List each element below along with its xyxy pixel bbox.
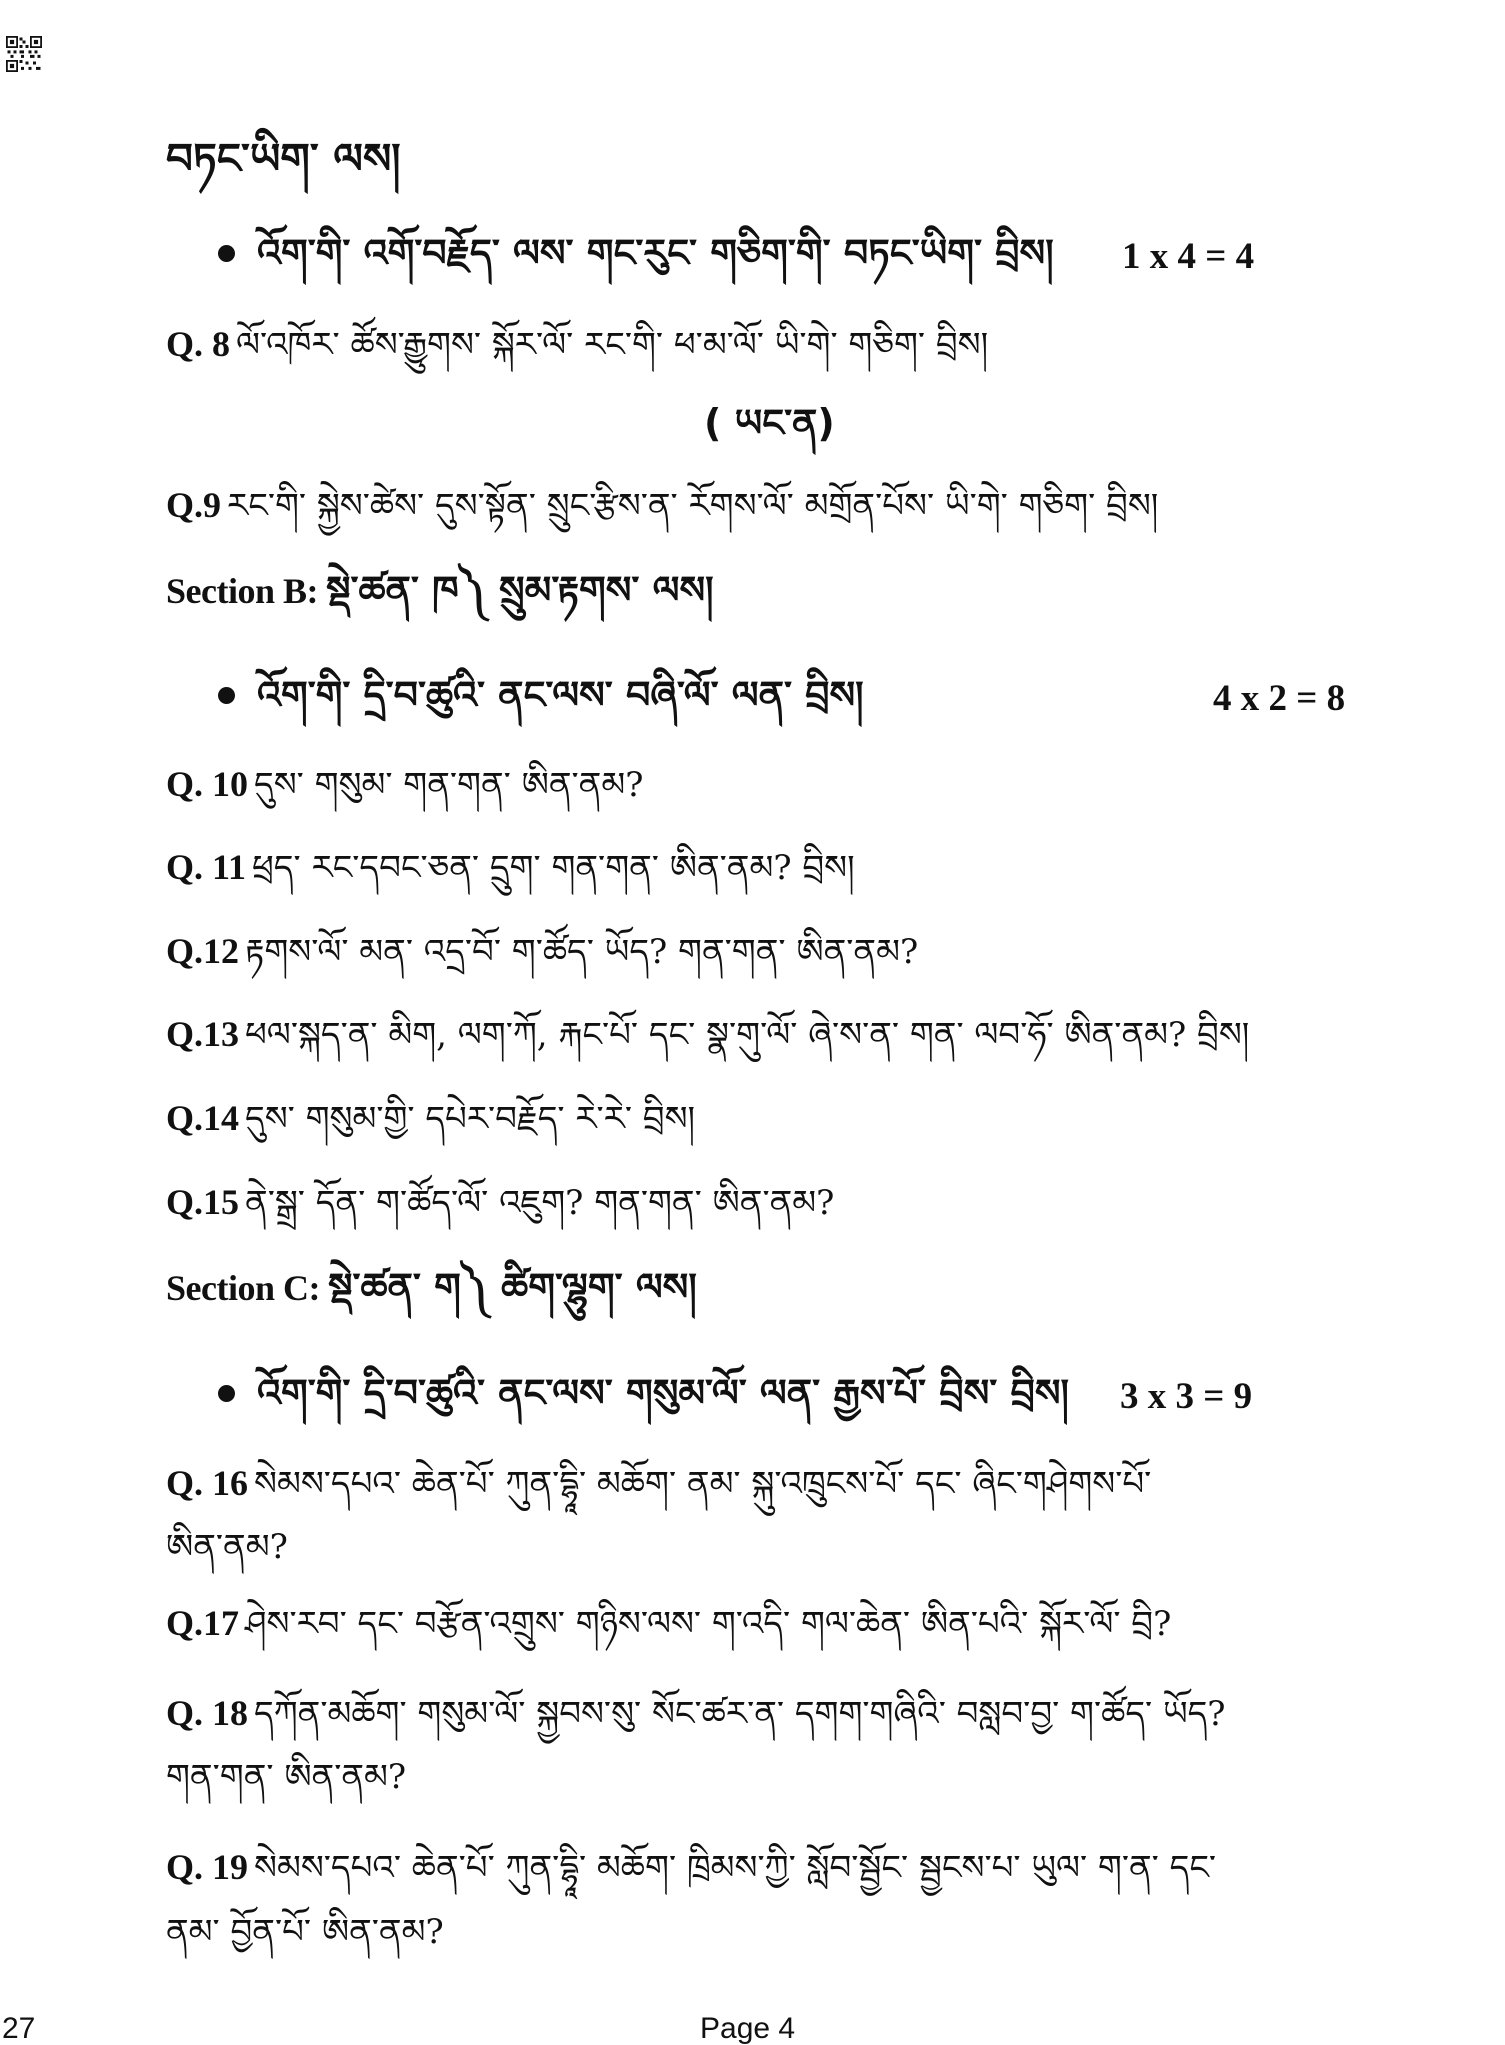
section-c-title: སྡེ་ཚན་ ག༽ ཚིག་ལྷུག་ ལས། bbox=[327, 1265, 697, 1309]
question-13 bbox=[166, 1014, 1250, 1055]
question-text: རང་གི་ སྐྱེས་ཚེས་ དུས་སྟོན་ སྲུང་རྩིས་ན་ རོགས་ལོ་ མགྲོན་པོས་ ཡི་གེ་ གཅིག་ བྲིས། bbox=[227, 486, 1159, 526]
question-number: Q. 11 bbox=[166, 847, 247, 887]
section-b-instruction: འོག་གི་ དྲི་བ་ཚུའི་ ནང་ལས་ བཞི་ལོ་ ལན་ བྲིས། bbox=[257, 673, 864, 717]
question-text: ལོ་འཁོར་ ཚོས་རྒྱུགས་ སྐོར་ལོ་ རང་གི་ ཕ་མ་ལོ་ ཡི་གེ་ གཅིག་ བྲིས། bbox=[236, 325, 989, 365]
bullet-icon bbox=[218, 245, 235, 262]
question-number: Q. 18 bbox=[166, 1693, 249, 1733]
question-12 bbox=[166, 931, 919, 972]
question-16-continued: ཨིན་ནམ? bbox=[166, 1527, 288, 1567]
page-number: Page 4 bbox=[700, 2012, 796, 2045]
bullet-icon bbox=[218, 1385, 235, 1402]
question-16 bbox=[166, 1463, 1152, 1504]
question-17 bbox=[166, 1603, 1172, 1644]
question-18 bbox=[166, 1693, 1226, 1734]
footer-code: 27 bbox=[2, 2012, 36, 2045]
question-number: Q.15 bbox=[166, 1182, 240, 1222]
section-a-instruction-row bbox=[218, 231, 1054, 275]
question-9 bbox=[166, 485, 1159, 526]
question-14 bbox=[166, 1098, 696, 1139]
question-number: Q.12 bbox=[166, 931, 240, 971]
question-8 bbox=[166, 324, 989, 365]
question-text: ནེ་སྒྲ་ དོན་ ག་ཚོད་ལོ་ འཇུག? གན་གན་ ཨིན་ནམ? bbox=[245, 1183, 835, 1223]
question-text: དུས་ གསུམ་ གན་གན་ ཨིན་ནམ? bbox=[254, 765, 644, 805]
question-number: Q. 16 bbox=[166, 1463, 249, 1503]
section-c-label: Section C: bbox=[166, 1268, 320, 1308]
question-number: Q. 19 bbox=[166, 1847, 249, 1887]
section-a-instruction: འོག་གི་ འགོ་བརྗོད་ ལས་ གང་རུང་ གཅིག་གི་ བཏང་ཡིག་ བྲིས། bbox=[257, 231, 1054, 275]
section-b-title: སྡེ་ཚན་ ཁ༽ སྲུམ་རྟགས་ ལས། bbox=[326, 568, 714, 612]
section-c-instruction: འོག་གི་ དྲི་བ་ཚུའི་ ནང་ལས་ གསུམ་ལོ་ ལན་ རྒྱས་པོ་ བྲིས་ བྲིས། bbox=[257, 1371, 1069, 1415]
question-number: Q.9 bbox=[166, 485, 222, 525]
question-number: Q. 8 bbox=[166, 324, 231, 364]
question-19 bbox=[166, 1847, 1217, 1888]
question-text: ཕལ་སྐད་ན་ མིག, ལག་ཀོ, རྐང་པོ་ དང་ སྣ་གུ་ལོ་ ཞེ་ས་ན་ གན་ ལབ་ཧོ་ ཨིན་ནམ? བྲིས། bbox=[245, 1015, 1250, 1055]
section-b-label: Section B: bbox=[166, 571, 318, 611]
section-b-heading bbox=[166, 570, 714, 612]
section-c-instruction-row bbox=[218, 1371, 1069, 1415]
question-number: Q.13 bbox=[166, 1014, 240, 1054]
section-b-marks: 4 x 2 = 8 bbox=[1213, 678, 1346, 719]
bullet-icon bbox=[218, 687, 235, 704]
question-text: དཀོན་མཆོག་ གསུམ་ལོ་ སྐྱབས་སུ་ སོང་ཚར་ན་ དགག་གཞིའི་ བསླབ་བྱ་ ག་ཚོད་ ཡོད? bbox=[254, 1694, 1226, 1734]
page-title: བཏང་ཡིག་ ལས། bbox=[166, 134, 401, 183]
question-text: ཕྲད་ རང་དབང་ཅན་ དྲུག་ གན་གན་ ཨིན་ནམ? བྲིས། bbox=[252, 848, 855, 888]
section-c-marks: 3 x 3 = 9 bbox=[1120, 1376, 1253, 1417]
question-18-continued: གན་གན་ ཨིན་ནམ? bbox=[166, 1757, 407, 1797]
question-text: རྟགས་ལོ་ མན་ འདྲ་བོ་ ག་ཚོད་ ཡོད? གན་གན་ ཨིན་ནམ? bbox=[245, 932, 919, 972]
question-text: ཤེས་རབ་ དང་ བརྩོན་འགྲུས་ གཉིས་ལས་ ག་འདི་ གལ་ཆེན་ ཨིན་པའི་ སྐོར་ལོ་ བྲི? bbox=[245, 1604, 1172, 1644]
question-11 bbox=[166, 847, 855, 888]
question-15 bbox=[166, 1182, 835, 1223]
qr-code-icon bbox=[6, 36, 42, 72]
question-text: སེམས་དཔའ་ ཆེན་པོ་ ཀུན་དྷཱི་ མཆོག་ ཁྲིམས་ཀྱི་ སློབ་སྦྱོང་ སྦྱངས་པ་ ཡུལ་ ག་ན་ དང་ bbox=[254, 1848, 1217, 1888]
question-number: Q. 10 bbox=[166, 764, 249, 804]
or-label: ( ཡང་ན) bbox=[704, 401, 835, 445]
question-10 bbox=[166, 764, 644, 805]
question-text: དུས་ གསུམ་གྱི་ དཔེར་བརྗོད་ རེ་རེ་ བྲིས། bbox=[245, 1099, 696, 1139]
question-19-continued: ནམ་ བྱོན་པོ་ ཨིན་ནམ? bbox=[166, 1912, 444, 1952]
section-a-marks: 1 x 4 = 4 bbox=[1122, 236, 1255, 277]
question-number: Q.17 bbox=[166, 1603, 240, 1643]
question-text: སེམས་དཔའ་ ཆེན་པོ་ ཀུན་དྷཱི་ མཆོག་ ནམ་ སྐུ་འཁྲུངས་པོ་ དང་ ཞིང་གཤེགས་པོ་ bbox=[254, 1464, 1152, 1504]
section-c-heading bbox=[166, 1267, 697, 1309]
question-number: Q.14 bbox=[166, 1098, 240, 1138]
section-b-instruction-row bbox=[218, 673, 864, 717]
